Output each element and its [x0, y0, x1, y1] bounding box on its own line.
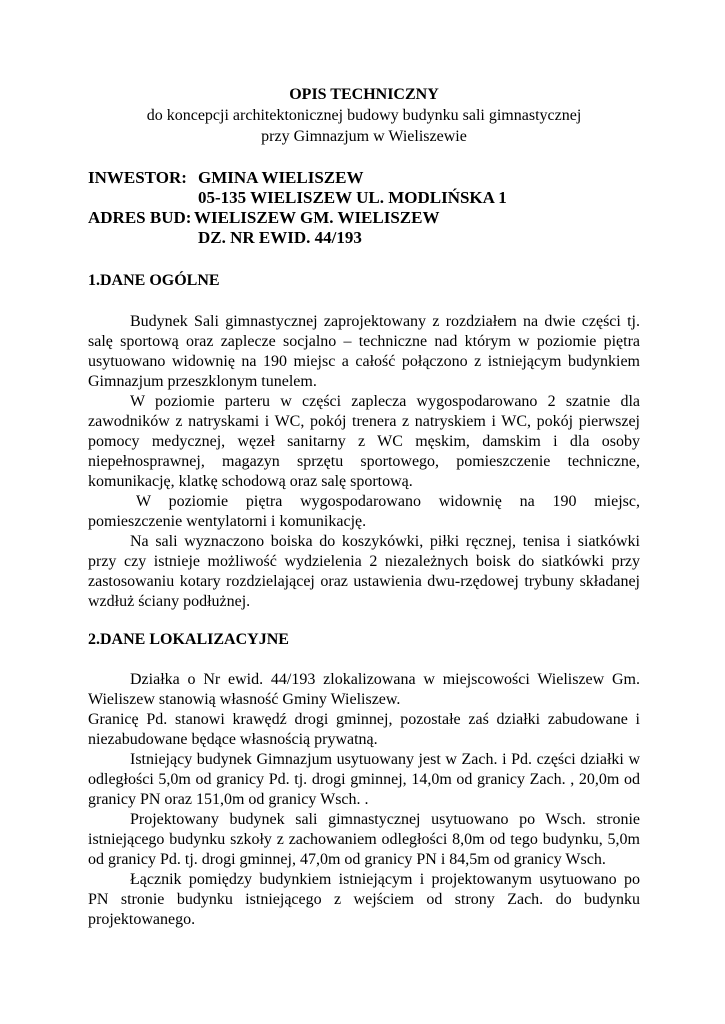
site-address-row [88, 208, 640, 228]
section-heading-location: 2.DANE LOKALIZACYJNE [88, 631, 289, 648]
paragraph: Łącznik pomiędzy budynkiem istniejącym i projektowanym usytuowano po PN stronie budynku istniejącego z wejściem od strony Zach. do budynku projektowanego. [88, 871, 640, 928]
paragraph: W poziomie parteru w części zaplecza wygospodarowano 2 szatnie dla zawodników z natryskami i WC, pokój trenera z natryskiem i WC, pokój pierwszej pomocy medycznej, węzeł sanitarny z WC męskim, damskim i dla osoby niepełnosprawnej, magazyn sprzętu sportowego, pomieszczenie techniczne, komunikację, klatkę schodową oraz salę sportową. [88, 393, 640, 490]
title-block [88, 84, 640, 147]
investor-label: INWESTOR: [88, 168, 187, 187]
section-heading-general: 1.DANE OGÓLNE [88, 272, 220, 289]
plot-number-row [88, 228, 640, 248]
paragraph: Granicę Pd. stanowi krawędź drogi gminnej, pozostałe zaś działki zabudowane i niezabudowane będące własnością prywatną. [88, 711, 640, 748]
investor-name: GMINA WIELISZEW [198, 168, 364, 187]
site-address-label: ADRES BUD: [88, 208, 192, 227]
site-address: WIELISZEW GM. WIELISZEW [194, 208, 440, 227]
paragraph: Budynek Sali gimnastycznej zaprojektowany z rozdziałem na dwie części tj. salę sportową oraz zaplecze socjalno – techniczne nad którym w poziomie piętra usytuowano widownię na 190 miejsc a całość połączono z istniejącym budynkiem Gimnazjum przeszklonym tunelem. [88, 313, 640, 390]
plot-number: DZ. NR EWID. 44/193 [198, 228, 362, 247]
paragraph: Na sali wyznaczono boiska do koszykówki, piłki ręcznej, tenisa i siatkówki przy czy istnieje możliwość wydzielenia 2 niezależnych boisk do siatkówki przy zastosowaniu kotary rozdzielającej oraz ustawienia dwu-rzędowej trybuny składanej wzdłuż ściany podłużnej. [88, 533, 640, 610]
paragraph: Istniejący budynek Gimnazjum usytuowany jest w Zach. i Pd. części działki w odległości 5,0m od granicy Pd. tj. drogi gminnej, 14,0m od granicy Zach. , 20,0m od granicy PN oraz 151,0m od granicy Wsch. . [88, 751, 640, 808]
paragraph: W poziomie piętra wygospodarowano widownię na 190 miejsc, pomieszczenie wentylatorni i komunikację. [88, 493, 640, 530]
document-subtitle-line-1: do koncepcji architektonicznej budowy budynku sali gimnastycznej [146, 107, 582, 124]
document-page [88, 84, 640, 930]
document-subtitle-line-2: przy Gimnazjum w Wieliszewie [261, 128, 467, 145]
paragraph: Projektowany budynek sali gimnastycznej usytuowano po Wsch. stronie istniejącego budynku szkoły z zachowaniem odległości 8,0m od tego budynku, 5,0m od granicy Pd. tj. drogi gminnej, 47,0m od granicy PN i 84,5m od granicy Wsch. [88, 811, 640, 868]
investor-block [88, 168, 640, 248]
investor-row [88, 168, 640, 188]
document-title: OPIS TECHNICZNY [289, 86, 439, 103]
investor-address-row [88, 188, 640, 208]
investor-address: 05-135 WIELISZEW UL. MODLIŃSKA 1 [198, 188, 507, 207]
paragraph: Działka o Nr ewid. 44/193 zlokalizowana w miejscowości Wieliszew Gm. Wieliszew stanowią własność Gminy Wieliszew. [88, 671, 640, 708]
